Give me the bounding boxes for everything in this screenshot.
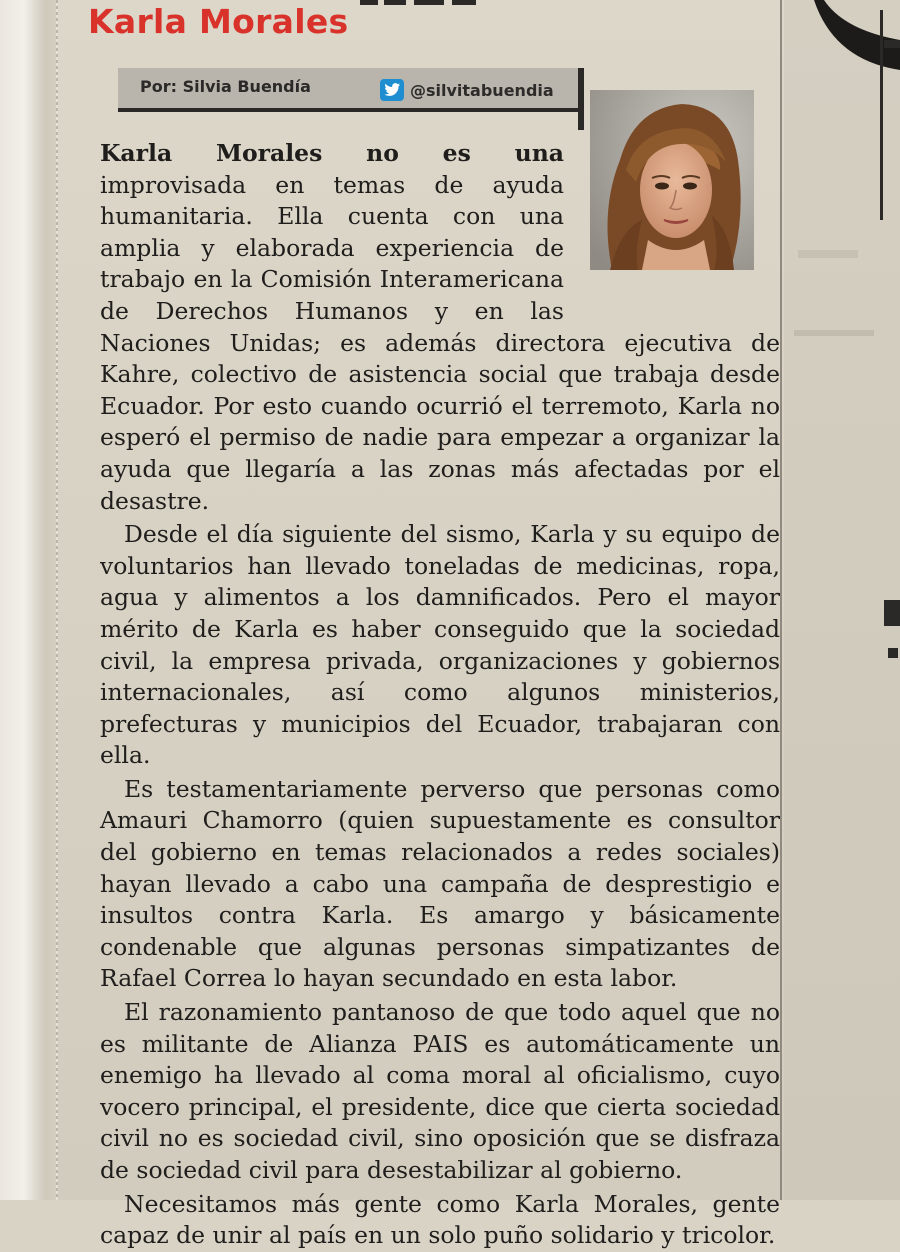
byline-author: Por: Silvia Buendía — [140, 77, 311, 96]
photo-text-wrap-space — [564, 138, 780, 298]
article-paragraph: Desde el día siguiente del sismo, Karla y su equipo de voluntarios han llevado toneladas de medicinas, ropa, agua y alimentos a los damnificados. Pero el mayor mérito de Karla es haber conseguido que la sociedad civil, la empresa privada, organizaciones y gobiernos internacionales, así como algunos ministerios, prefecturas y municipios del Ecuador, trabajaran con ella. — [100, 520, 780, 770]
byline-rule-horizontal — [118, 108, 584, 112]
adjacent-column-fragment — [784, 0, 900, 1200]
twitter-handle-group — [380, 78, 554, 102]
article-paragraph: Necesitamos más gente como Karla Morales, gente capaz de unir al país en un solo puño solidario y tricolor. — [100, 1189, 780, 1250]
paragraph-text: improvisada en temas de ayuda humanitaria. Ella cuenta con una amplia y elaborada experiencia de trabajo en la Comisión Interamericana de Derechos Humanos y en las Naciones Unidas; es además directora ejecutiva de Kahre, colectivo de asistencia social que trabaja desde Ecuador. Por esto cuando ocurrió el terremoto, Karla no esperó el permiso de nadie para empezar a organizar la ayuda que llegaría a las zonas más afectadas por el desastre. — [100, 170, 780, 515]
article-body — [100, 138, 780, 1252]
twitter-handle: @silvitabuendia — [410, 80, 554, 100]
article-paragraph — [100, 138, 780, 517]
lead-in-text: Karla Morales no es una — [100, 139, 564, 167]
article-title: Karla Morales — [88, 2, 349, 41]
newspaper-page-edge — [0, 0, 60, 1200]
byline-rule-vertical — [578, 68, 584, 130]
article-paragraph: Es testamentariamente perverso que personas como Amauri Chamorro (quien supuestamente es consultor del gobierno en temas relacionados a redes sociales) hayan llevado a cabo una campaña de desprestigio e insultos contra Karla. Es amargo y básicamente condenable que algunas personas simpatizantes de Rafael Correa lo hayan secundado en esta labor. — [100, 774, 780, 993]
column-divider — [780, 0, 782, 1200]
cropped-headline-fragment — [358, 0, 498, 10]
twitter-bird-icon — [380, 79, 404, 101]
article-paragraph: El razonamiento pantanoso de que todo aquel que no es militante de Alianza PAIS es automáticamente un enemigo ha llevado al coma moral al oficialismo, cuyo vocero principal, el presidente, dice que cierta sociedad civil no es sociedad civil, sino oposición que se disfraza de sociedad civil para desestabilizar al gobierno. — [100, 998, 780, 1184]
